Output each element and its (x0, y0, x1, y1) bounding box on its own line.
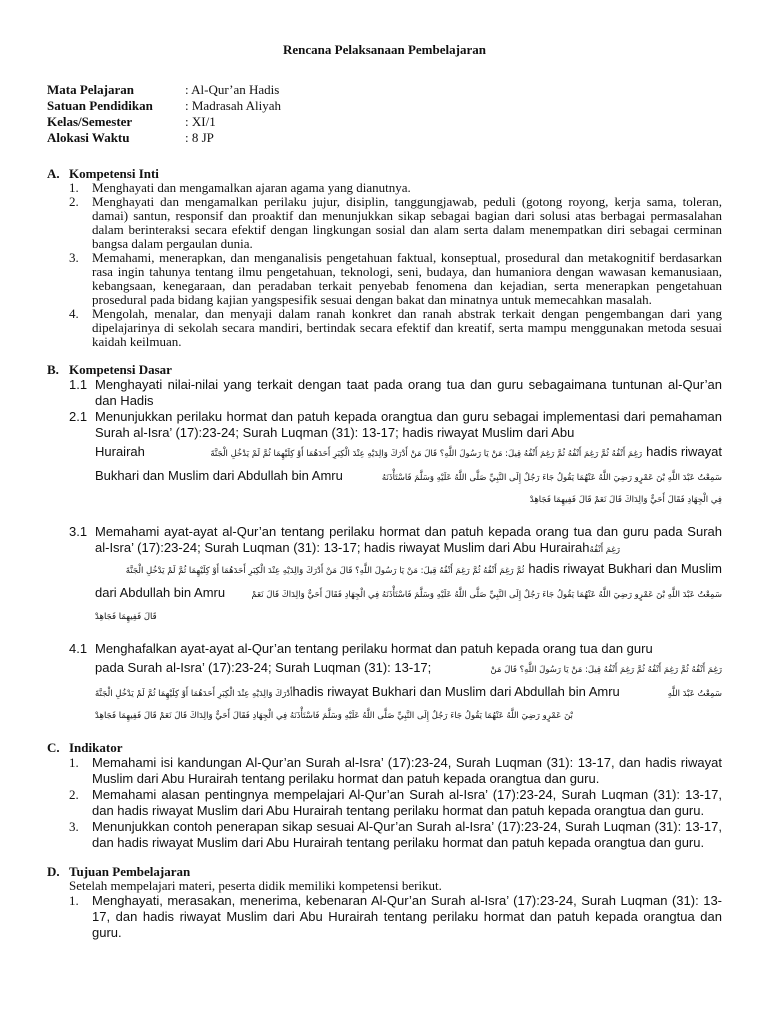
item-text: Menghayati, merasakan, menerima, kebenaran Al-Qur’an Surah al-Isra’ (17):23-24, Surah Luqman (31): 13-17, dan hadis riwayat Muslim dari Abu Hurairah tentang perilaku hormat dan patuh kepada orangtua dan guru. (92, 893, 722, 940)
section-kompetensi-inti (47, 166, 722, 349)
meta-value: : Madrasah Aliyah (185, 98, 282, 113)
item-text: Menghayati dan mengamalkan perilaku jujur, disiplin, tanggungjawab, peduli (gotong royong, kerja sama, toleran, damai) santun, responsif dan proaktif dan menunjukkan sikap sebagai bagian dari solusi atas berbagai permasalahan dalam berinteraksi secara efektif dengan lingkungan sosial dan alam serta dalam menempatkan diri sebagai cerminan bangsa dalam pergaulan dunia. (92, 194, 722, 251)
meta-value: : Al-Qur’an Hadis (185, 82, 280, 97)
list-item (47, 819, 722, 851)
section-title: Kompetensi Inti (69, 166, 159, 181)
item-number: 2. (69, 787, 79, 802)
list-item (47, 787, 722, 819)
arabic-hadith-text: سَمِعْتُ عَبْدَ اللَّهِ بْنَ عَمْرٍو رَضِيَ اللَّهُ عَنْهُمَا يَقُولُ جَاءَ رَجُلٌ إِلَى النَّبِيِّ صَلَّى اللَّهُ عَلَيْهِ وَسَلَّمَ فَاسْتَأْذَنَهُ فِي الْجِهَادِ فَقَالَ أَحَيٌّ وَالِدَاكَ قَالَ نَعَمْ (251, 590, 722, 600)
section-kompetensi-dasar (47, 362, 722, 727)
meta-value: : XI/1 (185, 114, 216, 129)
text-row (95, 441, 722, 465)
item-text-part: Bukhari dan Muslim dari Abdullah bin Amru (95, 468, 343, 483)
item-number: 4. (69, 306, 79, 321)
item-text-part: Menunjukkan perilaku hormat dan patuh kepada orangtua dan guru sebagai implementasi dari pemahaman Surah al-Isra’ (17):23-24; Surah Luqman (31): 13-17; hadis riwayat Muslim dari Abu (95, 409, 722, 440)
item-number: 3. (69, 819, 79, 834)
arabic-hadith-text: سَمِعْتُ عَبْدَ اللَّهِ (667, 689, 722, 699)
list-item (47, 755, 722, 787)
meta-key: Satuan Pendidikan (47, 98, 153, 113)
section-letter: B. (47, 362, 59, 377)
item-number: 4.1 (69, 641, 88, 656)
item-text: Menunjukkan contoh penerapan sikap sesuai Al-Qur’an Surah al-Isra’ (17):23-24, Surah Luqman (31): 13-17, dan hadis riwayat Muslim dari Abu Hurairah tentang perilaku hormat dan patuh kepada orangtua dan guru. (92, 819, 722, 850)
section-heading (47, 864, 722, 879)
text-row (95, 657, 722, 681)
list-item (47, 195, 722, 251)
section-letter: C. (47, 740, 60, 755)
meta-block (47, 82, 722, 146)
meta-key: Alokasi Waktu (47, 130, 130, 145)
list-item (47, 409, 722, 511)
item-number: 3.1 (69, 524, 88, 539)
meta-row (47, 82, 722, 98)
item-text-part: pada Surah al-Isra’ (17):23-24; Surah Luqman (31): 13-17; (95, 660, 432, 675)
section-title: Tujuan Pembelajaran (69, 864, 191, 879)
item-text-part: Memahami ayat-ayat al-Qur’an tentang perilaku hormat dan patuh kepada orang tua dan guru pada Surah al-Isra’ (17):23-24; Surah Luqman (31): 13-17; hadis riwayat Muslim dari Abu Hurairah (95, 524, 722, 555)
arabic-hadith-text: بْنَ عَمْرٍو رَضِيَ اللَّهُ عَنْهُمَا يَقُولُ جَاءَ رَجُلٌ إِلَى النَّبِيِّ صَلَّى اللَّهُ عَلَيْهِ وَسَلَّمَ فَاسْتَأْذَنَهُ فِي الْجِهَادِ فَقَالَ أَحَيٌّ وَالِدَاكَ قَالَ نَعَمْ قَالَ فَفِيهِمَا فَجَاهِدْ (95, 711, 573, 721)
arabic-hadith-text: أَدْرَكَ وَالِدَيْهِ عِنْدَ الْكِبَرِ أَحَدَهُمَا أَوْ كِلَيْهِمَا ثُمَّ لَمْ يَدْخُلِ الْجَنَّةَ (95, 689, 293, 699)
item-text (95, 641, 722, 727)
arabic-hadith-text: ثُمَّ رَغِمَ أَنْفُهُ ثُمَّ رَغِمَ أَنْفُهُ قِيلَ: مَنْ يَا رَسُولَ اللَّهِ؟ قَالَ مَنْ أَدْرَكَ وَالِدَيْهِ عِنْدَ الْكِبَرِ أَحَدَهُمَا أَوْ كِلَيْهِمَا ثُمَّ لَمْ يَدْخُلِ الْجَنَّةَ (125, 566, 525, 576)
item-text-part: hadis riwayat (646, 444, 722, 459)
item-text: Mengolah, menalar, dan menyaji dalam ranah konkret dan ranah abstrak terkait dengan pengembangan dari yang dipelajarinya di sekolah secara mandiri, bertindak secara efektif dan kreatif, serta mampu menggunakan metoda sesuai kaidah keilmuan. (92, 306, 722, 349)
arabic-hadith-text: قَالَ فَفِيهِمَا فَجَاهِدْ (95, 612, 157, 622)
section-title: Indikator (69, 740, 123, 755)
item-text (95, 409, 722, 511)
item-text-part: Hurairah (95, 444, 145, 459)
section-letter: D. (47, 864, 60, 879)
meta-key: Mata Pelajaran (47, 82, 135, 97)
section-heading (47, 740, 722, 755)
text-row (95, 558, 722, 582)
text-row (95, 582, 722, 606)
item-number: 2. (69, 194, 79, 209)
item-text-part: Menghafalkan ayat-ayat al-Qur’an tentang perilaku hormat dan patuh kepada orang tua dan guru (95, 641, 653, 656)
meta-row (47, 98, 722, 114)
item-text-part: hadis riwayat Bukhari dan Muslim dari Abdullah bin Amru (292, 684, 620, 699)
item-text: Menghayati dan mengamalkan ajaran agama yang dianutnya. (92, 180, 411, 195)
arabic-hadith-text: رَغِمَ أَنْفُهُ ثُمَّ رَغِمَ أَنْفُهُ ثُمَّ رَغِمَ أَنْفُهُ قِيلَ: مَنْ يَا رَسُولَ اللَّهِ؟ قَالَ مَنْ (490, 665, 722, 675)
list-item (47, 641, 722, 727)
meta-row (47, 130, 722, 146)
list-item (47, 524, 722, 628)
meta-row (47, 114, 722, 130)
item-number: 2.1 (69, 409, 88, 424)
list-item (47, 307, 722, 349)
section-indikator (47, 740, 722, 851)
section-heading (47, 166, 722, 181)
list-item (47, 893, 722, 941)
section-tujuan-pembelajaran (47, 864, 722, 941)
section-letter: A. (47, 166, 60, 181)
arabic-hadith-text: رَغِمَ أَنْفُهُ ثُمَّ رَغِمَ أَنْفُهُ ثُمَّ رَغِمَ أَنْفُهُ قِيلَ: مَنْ يَا رَسُولَ اللَّهِ؟ قَالَ مَنْ أَدْرَكَ وَالِدَيْهِ عِنْدَ الْكِبَرِ أَحَدَهُمَا أَوْ كِلَيْهِمَا ثُمَّ لَمْ يَدْخُلِ الْجَنَّةَ (210, 449, 643, 459)
text-row (95, 465, 722, 489)
section-title: Kompetensi Dasar (69, 362, 172, 377)
item-text (95, 524, 722, 628)
list-item (47, 181, 722, 195)
item-text: Memahami, menerapkan, dan menganalisis pengetahuan faktual, konseptual, prosedural dan metakognitif berdasarkan rasa ingin tahunya tentang ilmu pengetahuan, teknologi, seni, budaya, dan humaniora dengan wawasan kemanusiaan, kebangsaan, kenegaraan, dan peradaban terkait penyebab fenomena dan kejadian, serta menerapkan pengetahuan prosedural pada bidang kajian yangspesifik sesuai dengan bakat dan minatnya untuk memecahkan masalah. (92, 250, 722, 307)
item-number: 3. (69, 250, 79, 265)
document-title: Rencana Pelaksanaan Pembelajaran (283, 42, 486, 57)
meta-key: Kelas/Semester (47, 114, 133, 129)
arabic-hadith-text: فِي الْجِهَادِ فَقَالَ أَحَيٌّ وَالِدَاكَ قَالَ نَعَمْ قَالَ فَفِيهِمَا فَجَاهِدْ (529, 495, 722, 505)
item-text: Menghayati nilai-nilai yang terkait dengan taat pada orang tua dan guru sebagaimana tuntunan al-Qur’an dan Hadis (95, 377, 722, 408)
item-text: Memahami alasan pentingnya mempelajari Al-Qur’an Surah al-Isra’ (17):23-24, Surah Luqman (31): 13-17, dan hadis riwayat Muslim dari Abu Hurairah tentang perilaku hormat dan patuh kepada orangtua dan guru. (92, 787, 722, 818)
item-number: 1. (69, 180, 79, 195)
text-row (95, 681, 722, 705)
item-text-part: hadis riwayat Bukhari dan Muslim (528, 561, 722, 576)
list-item (47, 377, 722, 409)
section-intro: Setelah mempelajari materi, peserta didik memiliki kompetensi berikut. (69, 878, 442, 893)
list-item (47, 251, 722, 307)
section-heading (47, 362, 722, 377)
arabic-hadith-text: سَمِعْتُ عَبْدَ اللَّهِ بْنَ عَمْرٍو رَضِيَ اللَّهُ عَنْهُمَا يَقُولُ جَاءَ رَجُلٌ إِلَى النَّبِيِّ صَلَّى اللَّهُ عَلَيْهِ وَسَلَّمَ فَاسْتَأْذَنَهُ (381, 473, 722, 483)
item-text-part: dari Abdullah bin Amru (95, 585, 226, 600)
item-text: Memahami isi kandungan Al-Qur’an Surah al-Isra’ (17):23-24, Surah Luqman (31): 13-17, dan hadis riwayat Muslim dari Abu Hurairah tentang perilaku hormat dan patuh kepada orangtua dan guru. (92, 755, 722, 786)
item-number: 1. (69, 755, 79, 770)
arabic-hadith-text: رَغِمَ أَنْفُهُ (589, 545, 620, 555)
item-number: 1.1 (69, 377, 88, 392)
item-number: 1. (69, 893, 79, 908)
meta-value: : 8 JP (185, 130, 214, 145)
